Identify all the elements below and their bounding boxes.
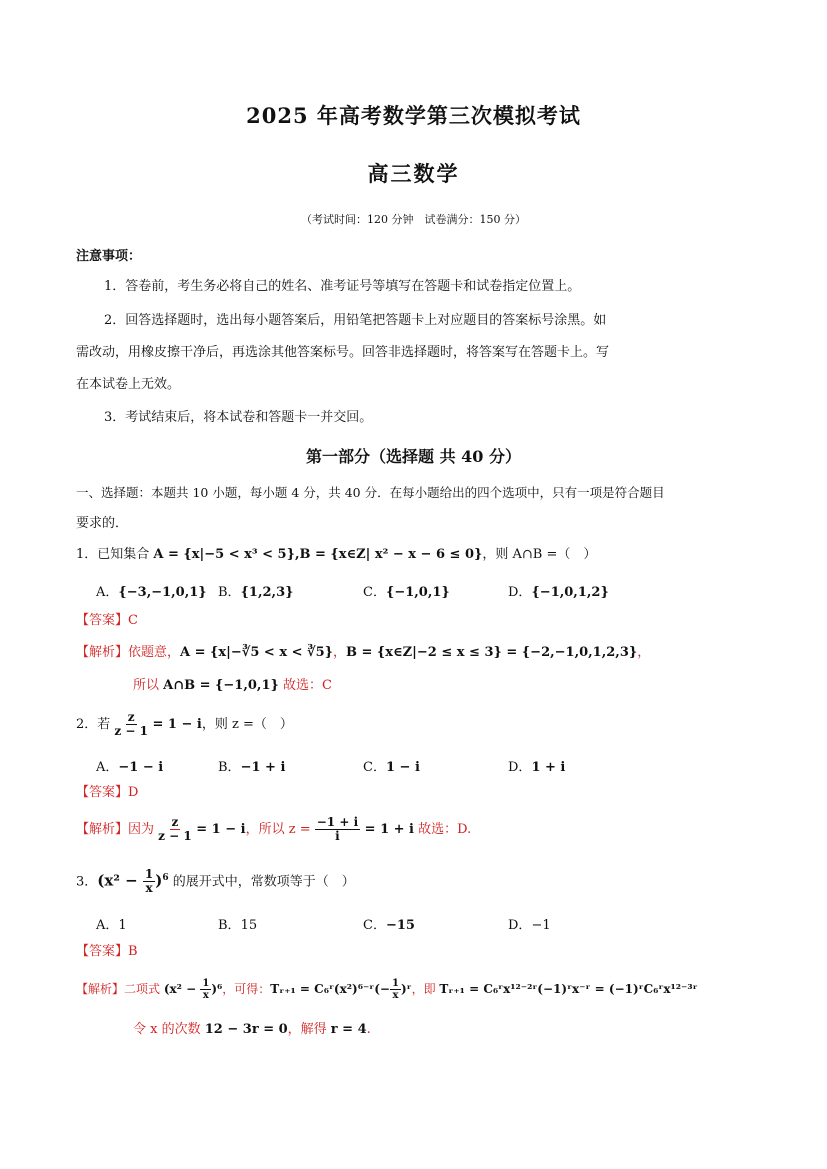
q1-option-b-value: {1,2,3}: [240, 585, 294, 600]
q1-analysis-set-a: A = {x|−∛5 < x < ∛5}: [180, 645, 333, 660]
question-1-stem: [76, 545, 596, 565]
q1-sep: ,: [294, 547, 300, 562]
q1-option-b-label: B．: [218, 585, 241, 600]
q2-option-a-value: −1 − i: [118, 760, 164, 775]
q2-equation: = 1 − i: [147, 717, 202, 732]
q1-option-a-label: A．: [96, 585, 119, 600]
q2-option-c[interactable]: [363, 756, 420, 775]
q2-option-d[interactable]: [508, 756, 565, 775]
q2-analysis-fraction: [158, 816, 192, 843]
q2-option-b-value: −1 + i: [240, 760, 286, 775]
q2-analysis-fraction-2-numerator: −1 + i: [316, 815, 359, 829]
q3-analysis-term-fraction-numerator: 1: [391, 978, 399, 989]
q3-analysis-line2-math-1: 12 − 3r = 0: [204, 1022, 288, 1037]
q1-option-d[interactable]: [508, 581, 609, 600]
q2-option-b-label: B．: [218, 760, 241, 775]
q3-power: 6: [162, 873, 169, 883]
q2-fraction-denominator: z − 1: [114, 724, 148, 738]
q2-answer-tag: 【答案】: [76, 785, 129, 800]
notice-heading: 注意事项：: [76, 249, 142, 264]
q2-analysis-tag: 【解析】: [76, 822, 129, 837]
q2-fraction: [114, 711, 148, 738]
q1-analysis-pre: 依题意，: [128, 645, 181, 660]
q1-analysis-line2-math: A∩B = {−1,0,1}: [163, 678, 279, 693]
q2-suffix: ，则 z =（ ）: [201, 717, 293, 732]
q1-set-b: B = {x∈Z| x² − x − 6 ≤ 0}: [299, 547, 483, 562]
q3-answer-tag: 【答案】: [76, 944, 129, 959]
q3-option-c-label: C．: [363, 918, 386, 933]
q3-answer-value: B: [128, 944, 138, 959]
q2-analysis-fraction-denominator: z − 1: [158, 829, 192, 843]
q3-option-a-label: A．: [96, 918, 119, 933]
q3-expr-open: (x² −: [97, 871, 143, 890]
q1-analysis-mid: ，: [332, 645, 346, 660]
q3-analysis-expr: (x² −: [163, 982, 201, 996]
q3-option-d-value: −1: [531, 918, 551, 933]
q3-option-b-label: B．: [218, 918, 241, 933]
exam-info: （考试时间：120 分钟 试卷满分：150 分）: [301, 213, 526, 226]
q3-analysis-fraction: [200, 978, 211, 1001]
q3-suffix: 的展开式中，常数项等于（ ）: [168, 874, 355, 890]
q1-analysis-line2-post: 故选：C: [278, 678, 332, 693]
q2-option-c-label: C．: [363, 760, 386, 775]
q2-analysis-fraction-numerator: z: [171, 815, 179, 829]
notice-item-1: 1．答卷前，考生务必将自己的姓名、准考证号等填写在答题卡和试卷指定位置上。: [104, 279, 581, 294]
q3-analysis-fraction-denominator: x: [202, 990, 209, 1001]
q3-analysis-line2-end: .: [366, 1022, 371, 1037]
q2-fraction-numerator: z: [127, 710, 135, 724]
q1-analysis-tag: 【解析】: [76, 645, 129, 660]
q2-analysis-end: 故选：D.: [414, 822, 472, 837]
q2-prefix: 2．若: [76, 717, 115, 732]
q2-analysis-equation: = 1 − i: [191, 822, 246, 837]
q3-option-b-value: 15: [240, 918, 258, 933]
q3-analysis-expr-close: )⁶: [211, 982, 223, 996]
q1-analysis-line-2: [133, 676, 332, 696]
q3-analysis-term: Tᵣ₊₁ = C₆ʳ(x²)⁶⁻ʳ(−: [270, 982, 390, 996]
q3-analysis-term-close: )ʳ: [400, 982, 412, 996]
q3-analysis-line-1: [76, 978, 698, 1001]
q3-option-c[interactable]: [363, 914, 415, 933]
q3-option-c-value: −15: [385, 918, 415, 933]
q1-answer-tag: 【答案】: [76, 613, 129, 628]
q3-option-a-value: 1: [118, 918, 127, 933]
section-intro-line-2: 要求的．: [76, 516, 129, 531]
q3-analysis-line-2: [133, 1020, 371, 1040]
q1-analysis-set-b: B = {x∈Z|−2 ≤ x ≤ 3} = {−2,−1,0,1,2,3}: [346, 645, 638, 660]
q3-analysis-line2-mid: ，解得: [287, 1022, 331, 1037]
q3-analysis-term-fraction-denominator: x: [392, 990, 399, 1001]
q2-analysis-equation-2: = 1 + i: [360, 822, 414, 837]
q1-set-a: A = {x|−5 < x³ < 5}: [153, 547, 295, 562]
q3-expr-close: ): [155, 871, 163, 890]
section-intro-line-1: 一、选择题：本题共 10 小题，每小题 4 分，共 40 分．在每小题给出的四个选项中，只有一项是符合题目: [76, 485, 665, 500]
notice-item-2-line-1: 2．回答选择题时，选出每小题答案后，用铅笔把答题卡上对应题目的答案标号涂黑。如: [104, 313, 607, 328]
q1-analysis-line2-pre: 所以: [133, 678, 164, 693]
q1-analysis-line-1: [76, 643, 650, 663]
notice-item-2-line-2: 需改动，用橡皮擦干净后，再选涂其他答案标号。回答非选择题时，将答案写在答题卡上。写: [76, 345, 610, 360]
q3-analysis-pre: 二项式: [124, 982, 164, 996]
q1-answer-value: C: [128, 613, 138, 628]
q2-analysis-mid: ，所以 z =: [245, 822, 315, 837]
q3-option-d[interactable]: [508, 914, 551, 933]
q3-analysis-line2-math-2: r = 4: [330, 1022, 367, 1037]
q1-analysis-end: ，: [637, 645, 651, 660]
q3-analysis-mid: ，可得：: [222, 982, 271, 996]
q3-option-b[interactable]: [218, 914, 257, 933]
q1-option-b[interactable]: [218, 581, 293, 600]
q3-analysis-line2-pre: 令 x 的次数: [133, 1022, 205, 1037]
q1-option-d-label: D．: [508, 585, 532, 600]
q1-option-c-label: C．: [363, 585, 386, 600]
q2-analysis-fraction-2: [315, 816, 360, 843]
q3-fraction: [143, 868, 155, 895]
notice-item-3: 3．考试结束后，将本试卷和答题卡一并交回。: [104, 410, 373, 425]
question-3-stem: [76, 868, 355, 895]
q3-analysis-mid-2: ，即: [411, 982, 440, 996]
q2-answer-value: D: [128, 785, 139, 800]
q1-suffix: ，则 A∩B =（ ）: [482, 547, 597, 562]
q1-option-a-value: {−3,−1,0,1}: [118, 585, 207, 600]
q3-analysis-term-fraction: [390, 978, 401, 1001]
q2-analysis-fraction-2-denominator: i: [335, 829, 340, 843]
q3-analysis-term-2: Tᵣ₊₁ = C₆ʳx¹²⁻²ʳ(−1)ʳx⁻ʳ = (−1)ʳC₆ʳx¹²⁻³ʳ: [439, 982, 698, 996]
q3-analysis-tag: 【解析】: [76, 982, 125, 996]
q2-option-d-label: D．: [508, 760, 532, 775]
q3-fraction-numerator: 1: [144, 867, 154, 882]
q2-option-a[interactable]: [96, 756, 163, 775]
question-2-stem: [76, 711, 293, 738]
q1-option-c[interactable]: [363, 581, 450, 600]
exam-subtitle: 高三数学: [367, 161, 460, 186]
q1-option-c-value: {−1,0,1}: [385, 585, 450, 600]
q2-option-d-value: 1 + i: [531, 760, 566, 775]
q1-option-a[interactable]: [96, 581, 207, 600]
q2-option-c-value: 1 − i: [385, 760, 420, 775]
q1-prefix: 1．已知集合: [76, 547, 154, 562]
q2-analysis: [76, 816, 471, 843]
q3-prefix: 3．: [76, 874, 98, 890]
q3-answer: [76, 942, 138, 962]
section-title: 第一部分（选择题 共 40 分）: [306, 447, 521, 466]
q2-option-b[interactable]: [218, 756, 285, 775]
q3-option-a[interactable]: [96, 914, 127, 933]
q3-option-d-label: D．: [508, 918, 532, 933]
exam-title: 2025 年高考数学第三次模拟考试: [246, 103, 581, 128]
q3-fraction-denominator: x: [145, 881, 153, 896]
q2-analysis-pre: 因为: [128, 822, 159, 837]
notice-item-2-line-3: 在本试卷上无效。: [76, 377, 181, 392]
q2-option-a-label: A．: [96, 760, 119, 775]
q1-option-d-value: {−1,0,1,2}: [531, 585, 609, 600]
q2-answer: [76, 783, 138, 803]
q1-answer: [76, 611, 138, 631]
q3-analysis-fraction-numerator: 1: [202, 978, 210, 989]
